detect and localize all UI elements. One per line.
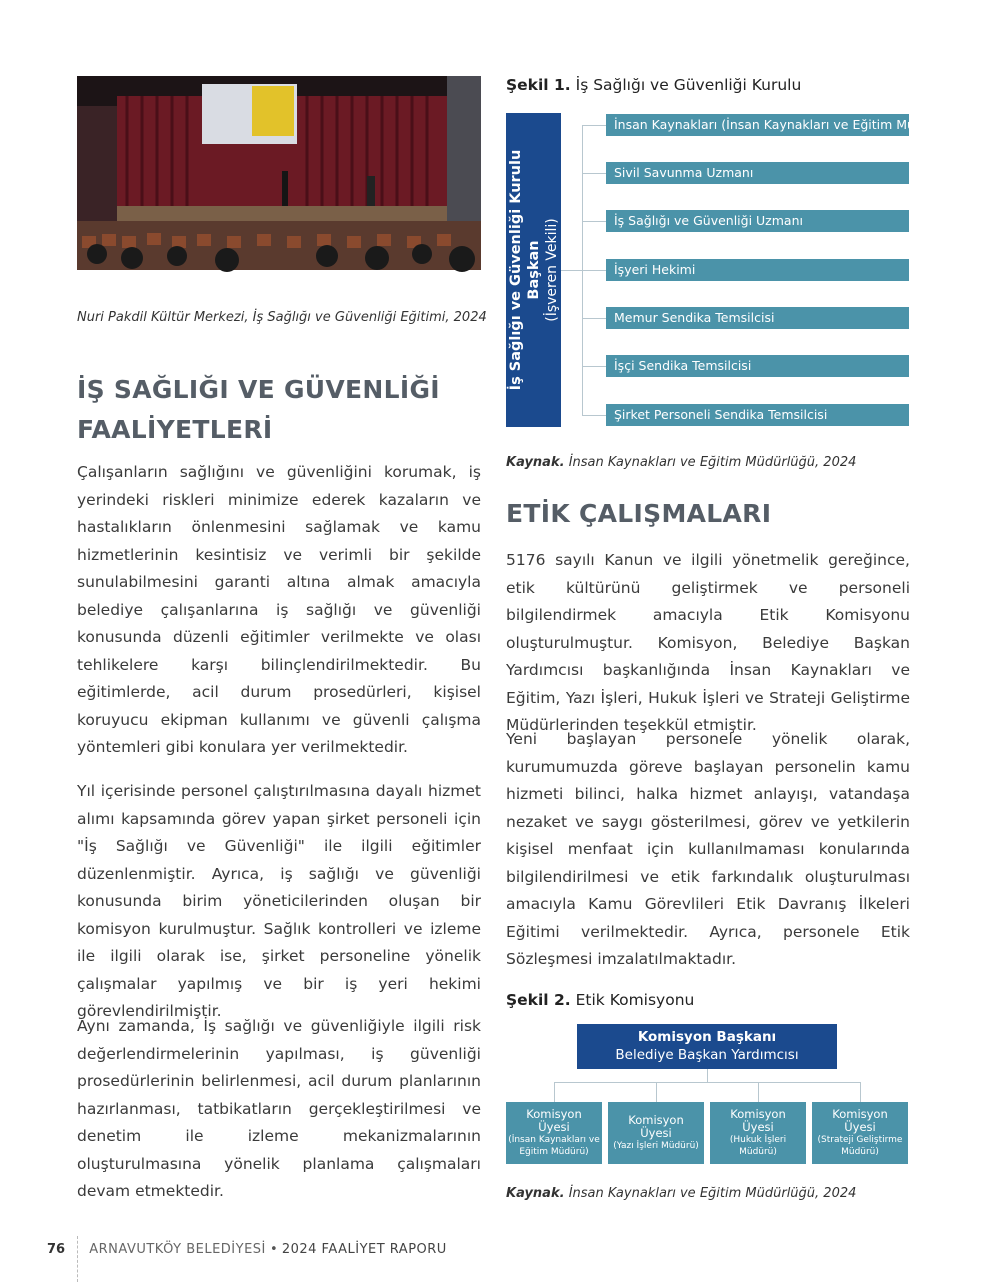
photo-caption: Nuri Pakdil Kültür Merkezi, İş Sağlığı ve Güvenliği Eğitimi, 2024	[77, 310, 487, 325]
footer-report: 2024 FAALİYET RAPORU	[281, 1242, 447, 1257]
event-photo	[77, 76, 481, 270]
member-role: (İnsan Kaynakları ve Eğitim Müdürü)	[508, 1135, 600, 1157]
isg-board-head-title: İş Sağlığı ve Güvenliği Kurulu Başkan	[507, 149, 542, 391]
isg-board-head-subtitle: (İşveren Vekili)	[543, 218, 560, 322]
isg-member-box: İş Sağlığı ve Güvenliği Uzmanı	[606, 210, 909, 232]
figure1-source	[506, 455, 856, 470]
member-title: Komisyon	[628, 1113, 684, 1127]
etik-paragraph-2: Yeni başlayan personele yönelik olarak, kurumumuzda göreve başlayan personelin kamu hizmeti bilinci, halka hizmet anlayışı, vatandaşa nezaket ve saygı gösterilmesi, görev ve yetkilerin kişisel menfaat için kullanılmaması konularında bilgilendirilmesi ve etik farkındalık oluşturulması amacıyla Kamu Görevlileri Etik Davranış İlkeleri Eğitimi verilmektedir. Ayrıca, personele Etik Sözleşmesi imzalatılmaktadır.	[506, 730, 910, 968]
figure2-title-text: Etik Komisyonu	[575, 991, 695, 1009]
isg-heading: İŞ SAĞLIĞI VE GÜVENLİĞİ FAALİYETLERİ	[77, 375, 440, 444]
page-footer	[47, 1242, 447, 1257]
commission-member-box	[710, 1102, 806, 1164]
connector-line	[582, 366, 606, 367]
connector-line	[554, 1082, 555, 1102]
isg-paragraph-2: Yıl içerisinde personel çalıştırılmasına dayalı hizmet alımı kapsamında görev yapan şirket personeli için "İş Sağlığı ve Güvenliği" ile ilgili eğitimler düzenlenmiştir. Ayrıca, iş sağlığı ve güvenliği konusunda birim yöneticilerinden oluşan bir komisyon kurulmuştur. Sağlık kontrolleri ve izleme ile ilgili olarak ise, şirket personeline yönelik çalışmalar yapılmış ve bir iş yeri hekimi görevlendirilmiştir.	[77, 782, 481, 1020]
figure2-source	[506, 1186, 856, 1201]
commission-member-box	[812, 1102, 908, 1164]
commission-member-box	[506, 1102, 602, 1164]
member-title: Üyesi	[844, 1120, 876, 1134]
isg-paragraph-3: Aynı zamanda, İş sağlığı ve güvenliğiyle ilgili risk değerlendirmelerinin yapılması, iş güvenliği prosedürlerinin belirlenmesi, acil durum planlarının hazırlanması, tatbikatların gerçekleştirilmesi ve denetim ile izleme mekanizmalarının oluşturulmasına yönelik planlama çalışmaları devam etmektedir.	[77, 1017, 481, 1200]
isg-paragraph-1: Çalışanların sağlığını ve güvenliğini korumak, iş yerindeki riskleri minimize ederek kazaların ve hastalıkların önlenmesini sağlamak ve kamu hizmetlerinin kesintisiz ve verimli bir şekilde sunulabilmesini garanti altına almak amacıyla belediye çalışanlarına iş sağlığı ve güvenliği konusunda düzenli eğitimler verilmekte ve olası tehlikelere karşı bilinçlendirilmektedir. Bu eğitimlerde, acil durum prosedürleri, kişisel koruyucu ekipman kullanımı ve güvenli çalışma yöntemleri gibi konulara yer verilmektedir.	[77, 463, 481, 756]
isg-member-box: Memur Sendika Temsilcisi	[606, 307, 909, 329]
member-role: (Hukuk İşleri Müdürü)	[729, 1135, 787, 1157]
commission-head-subtitle: Belediye Başkan Yardımcısı	[615, 1047, 799, 1063]
connector-line	[582, 221, 606, 222]
commission-member-box	[608, 1102, 704, 1164]
member-role: (Strateji Geliştirme Müdürü)	[817, 1135, 903, 1157]
member-title: Komisyon	[832, 1107, 888, 1121]
connector-line	[707, 1069, 708, 1082]
footer-org: ARNAVUTKÖY BELEDİYESİ	[89, 1242, 266, 1257]
isg-board-head-box	[506, 113, 561, 427]
connector-line	[758, 1082, 759, 1102]
figure1-source-label: Kaynak.	[506, 455, 565, 470]
connector-line	[656, 1082, 657, 1102]
member-role: (Yazı İşleri Müdürü)	[613, 1141, 699, 1151]
isg-member-box: Şirket Personeli Sendika Temsilcisi	[606, 404, 909, 426]
connector-line	[582, 173, 606, 174]
isg-member-box: İşçi Sendika Temsilcisi	[606, 355, 909, 377]
connector-line	[582, 415, 606, 416]
connector-line	[582, 318, 606, 319]
figure2-label: Şekil 2.	[506, 991, 571, 1009]
connector-line	[582, 270, 606, 271]
isg-member-box: İnsan Kaynakları (İnsan Kaynakları ve Eğitim Müdürü)	[606, 114, 909, 136]
figure2-source-label: Kaynak.	[506, 1186, 565, 1201]
member-title: Üyesi	[538, 1120, 570, 1134]
figure1-label: Şekil 1.	[506, 76, 571, 94]
footer-separator: •	[270, 1242, 278, 1257]
member-title: Komisyon	[526, 1107, 582, 1121]
etik-paragraph-1: 5176 sayılı Kanun ve ilgili yönetmelik gereğince, etik kültürünü geliştirmek ve personeli bilgilendirmek amacıyla Etik Komisyonu oluşturulmuştur. Komisyon, Belediye Başkan Yardımcısı başkanlığında İnsan Kaynakları ve Eğitim, Yazı İşleri, Hukuk İşleri ve Strateji Geliştirme Müdürlerinden teşekkül etmiştir.	[506, 551, 910, 734]
auditorium-image	[77, 76, 481, 270]
figure1-title	[506, 76, 801, 94]
connector-line	[554, 1082, 860, 1083]
connector-line	[561, 270, 583, 271]
figure1-source-text: İnsan Kaynakları ve Eğitim Müdürlüğü, 2024	[568, 455, 857, 470]
commission-head-box	[577, 1024, 837, 1069]
connector-line	[860, 1082, 861, 1102]
member-title: Üyesi	[742, 1120, 774, 1134]
figure2-source-text: İnsan Kaynakları ve Eğitim Müdürlüğü, 2024	[568, 1186, 857, 1201]
connector-line	[582, 125, 606, 126]
etik-heading: ETİK ÇALIŞMALARI	[506, 499, 772, 528]
member-title: Komisyon	[730, 1107, 786, 1121]
isg-member-box: Sivil Savunma Uzmanı	[606, 162, 909, 184]
figure2-title	[506, 991, 694, 1009]
page-number: 76	[47, 1242, 66, 1257]
isg-member-box: İşyeri Hekimi	[606, 259, 909, 281]
commission-head-title: Komisyon Başkanı	[637, 1029, 777, 1045]
figure1-title-text: İş Sağlığı ve Güvenliği Kurulu	[575, 76, 802, 94]
member-title: Üyesi	[640, 1126, 672, 1140]
